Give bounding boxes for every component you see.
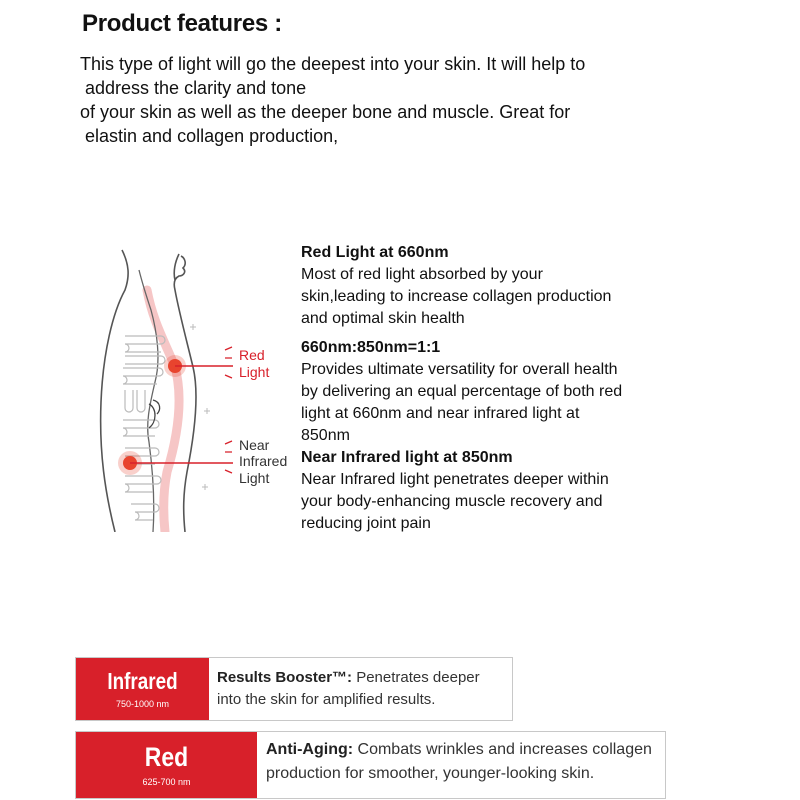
red-label-1: Red — [239, 347, 265, 363]
section-nir-line-1: Near Infrared light penetrates deeper within — [301, 471, 609, 488]
section-red-line-3: and optimal skin health — [301, 310, 465, 327]
kidney-outline — [149, 400, 160, 428]
section-ratio-line-2: by delivering an equal percentage of both red — [301, 383, 623, 400]
body-diagram — [95, 232, 300, 532]
section-red-title: Red Light at 660nm — [301, 244, 449, 261]
section-nir-line-3: reducing joint pain — [301, 515, 431, 532]
section-ratio-title: 660nm:850nm=1:1 — [301, 339, 441, 356]
section-red-line-2: skin,leading to increase collagen production — [301, 288, 612, 305]
band-red — [75, 731, 666, 799]
band-infrared — [75, 657, 513, 721]
intro-paragraph-2 — [80, 100, 570, 148]
section-nir-line-2: your body-enhancing muscle recovery and — [301, 493, 603, 510]
skin-glow — [147, 290, 179, 532]
intro-line-2: address the clarity and tone — [80, 78, 307, 98]
red-label-2: Light — [239, 364, 270, 380]
band-infrared-lead: Results Booster™: — [217, 669, 353, 686]
band-red-name: Red — [144, 742, 189, 772]
section-ratio-line-1: Provides ultimate versatility for overall health — [301, 361, 618, 378]
section-red-line-1: Most of red light absorbed by your — [301, 266, 543, 283]
band-red-text: Combats wrinkles and increases collagen production for smoother, younger-looking skin. — [266, 741, 652, 782]
nir-label-1: Near — [239, 437, 270, 453]
band-infrared-name: Infrared — [107, 668, 178, 694]
section-red-light — [301, 242, 701, 330]
intro-paragraph-1 — [80, 52, 585, 100]
band-red-lead: Anti-Aging: — [266, 741, 354, 758]
ribs — [123, 336, 165, 520]
band-red-range: 625-700 nm — [142, 777, 191, 787]
intro-line-4: elastin and collagen production, — [80, 126, 339, 146]
nir-label-3: Light — [239, 470, 270, 486]
page-heading: Product features : — [82, 10, 282, 37]
band-red-description — [266, 738, 662, 786]
section-nir-title: Near Infrared light at 850nm — [301, 449, 513, 466]
section-ratio-line-3: light at 660nm and near infrared light at — [301, 405, 580, 422]
band-infrared-description — [217, 667, 507, 711]
plus-marks — [190, 324, 210, 490]
section-ratio — [301, 337, 701, 447]
band-red-tag — [76, 732, 257, 798]
band-infrared-tag — [76, 658, 209, 720]
nir-label-2: Infrared — [239, 453, 288, 469]
section-nir — [301, 447, 701, 535]
section-ratio-line-4: 850nm — [301, 427, 350, 444]
intro-line-1: This type of light will go the deepest into your skin. It will help to — [80, 54, 586, 74]
intro-line-3: of your skin as well as the deeper bone and muscle. Great for — [80, 102, 571, 122]
body-outline — [101, 250, 129, 532]
band-infrared-text: Penetrates deeper into the skin for amplified results. — [217, 669, 480, 708]
band-infrared-range: 750-1000 nm — [115, 699, 170, 709]
